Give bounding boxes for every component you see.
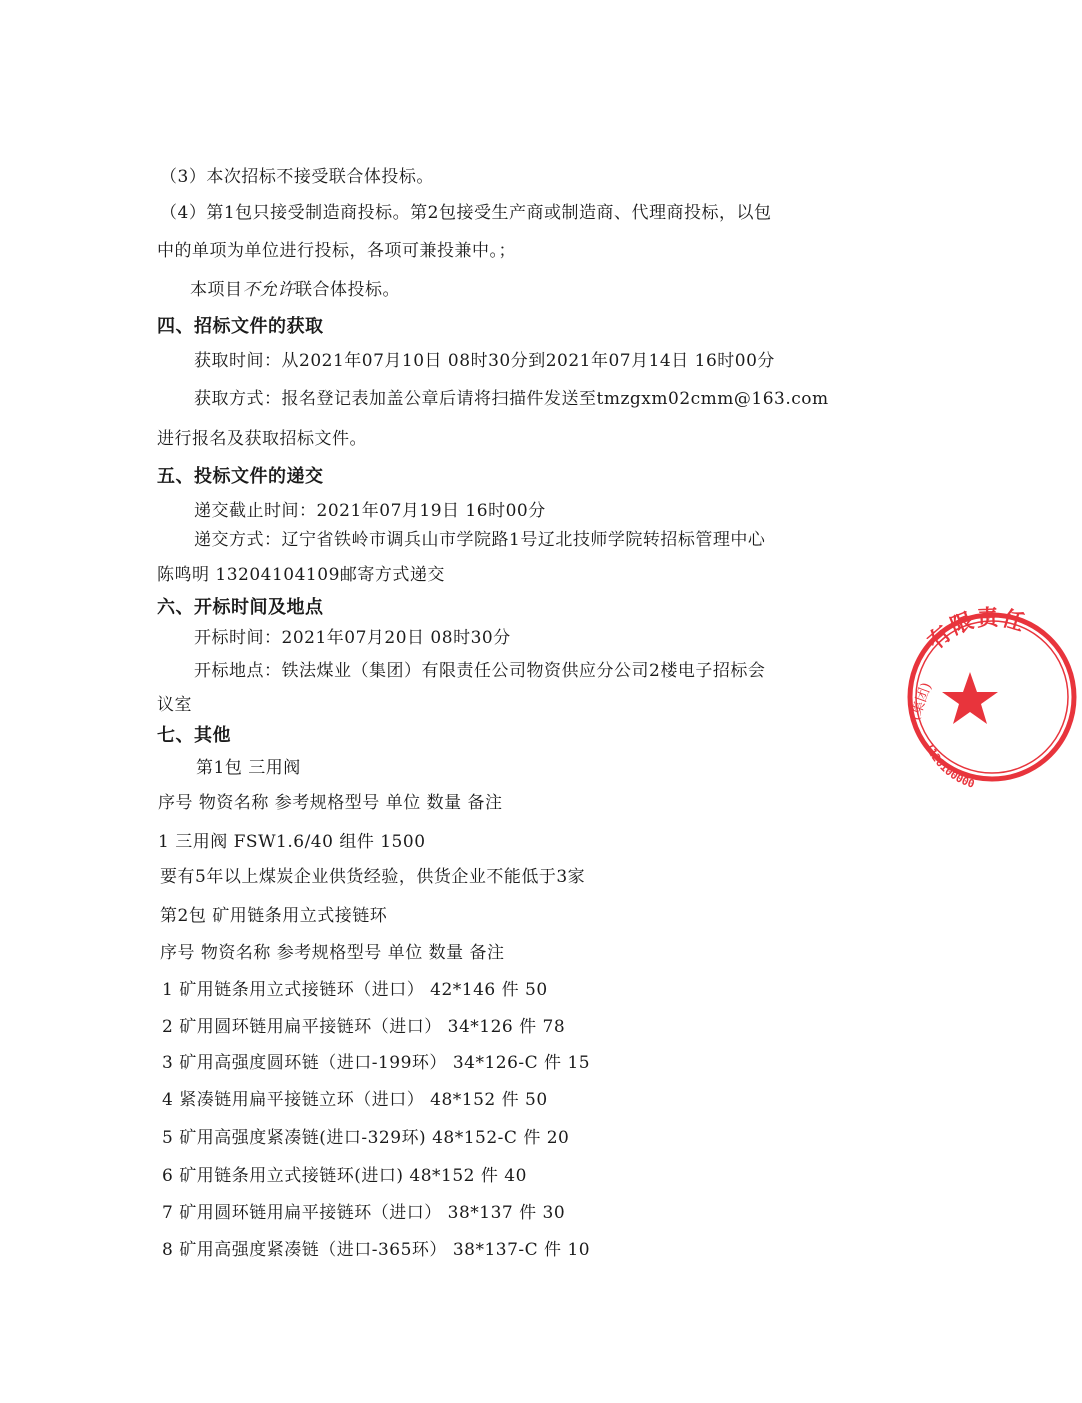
line-04-c: 联合体投标。 bbox=[295, 280, 400, 300]
package-2-header: 序号 物资名称 参考规格型号 单位 数量 备注 bbox=[160, 943, 505, 963]
company-seal-stamp bbox=[902, 602, 1082, 792]
package-2-row: 8 矿用高强度紧凑链（进口-365环） 38*137-C 件 10 bbox=[162, 1240, 591, 1260]
svg-text:有限责任 bbox=[923, 605, 1030, 655]
package-2-row: 6 矿用链条用立式接链环(进口) 48*152 件 40 bbox=[162, 1166, 527, 1186]
package-2-row: 7 矿用圆环链用扁平接链环（进口） 38*137 件 30 bbox=[162, 1203, 566, 1223]
heading-section-7: 七、其他 bbox=[157, 725, 231, 746]
line-04-a: 本项目 bbox=[190, 280, 243, 300]
line-03: 中的单项为单位进行投标，各项可兼投兼中。； bbox=[157, 241, 516, 261]
package-1-title: 第1包 三用阀 bbox=[196, 758, 301, 778]
package-2-title: 第2包 矿用链条用立式接链环 bbox=[160, 906, 388, 926]
line-02: （4）第1包只接受制造商投标。第2包接受生产商或制造商、代理商投标，以包 bbox=[160, 203, 772, 223]
package-2-row: 3 矿用高强度圆环链（进口-199环） 34*126-C 件 15 bbox=[162, 1053, 591, 1073]
seal-arc-text: 有限责任 bbox=[922, 604, 1030, 655]
package-2-row: 5 矿用高强度紧凑链(进口-329环) 48*152-C 件 20 bbox=[162, 1128, 570, 1148]
seal-number: 1126100000 bbox=[922, 741, 977, 791]
seal-left-text: (集团) bbox=[906, 680, 936, 723]
line-08: 递交截止时间：2021年07月19日 16时00分 bbox=[194, 501, 546, 521]
line-01: （3）本次招标不接受联合体投标。 bbox=[160, 167, 434, 187]
line-11: 开标时间：2021年07月20日 08时30分 bbox=[194, 628, 511, 648]
package-1-row-1: 1 三用阀 FSW1.6/40 组件 1500 bbox=[158, 832, 426, 852]
line-05: 获取时间：从2021年07月10日 08时30分到2021年07月14日 16时00分 bbox=[194, 351, 775, 371]
heading-section-5: 五、投标文件的递交 bbox=[157, 466, 324, 487]
svg-text:1126100000 bbox=[922, 741, 976, 791]
package-2-row: 1 矿用链条用立式接链环（进口） 42*146 件 50 bbox=[162, 980, 548, 1000]
package-2-row: 2 矿用圆环链用扁平接链环（进口） 34*126 件 78 bbox=[162, 1017, 566, 1037]
line-04 bbox=[190, 279, 400, 301]
package-1-header: 序号 物资名称 参考规格型号 单位 数量 备注 bbox=[158, 793, 503, 813]
line-07: 进行报名及获取招标文件。 bbox=[157, 429, 367, 449]
line-04-b: 不允许 bbox=[242, 280, 295, 300]
line-10: 陈鸣明 13204104109邮寄方式递交 bbox=[157, 565, 445, 585]
line-09: 递交方式：辽宁省铁岭市调兵山市学院路1号辽北技师学院转招标管理中心 bbox=[194, 530, 766, 550]
heading-section-4: 四、招标文件的获取 bbox=[157, 316, 324, 337]
package-2-row: 4 紧凑链用扁平接链立环（进口） 48*152 件 50 bbox=[162, 1090, 548, 1110]
package-1-note: 要有5年以上煤炭企业供货经验，供货企业不能低于3家 bbox=[160, 867, 586, 887]
heading-section-6: 六、开标时间及地点 bbox=[157, 597, 324, 618]
line-06: 获取方式：报名登记表加盖公章后请将扫描件发送至tmzgxm02cmm@163.com bbox=[194, 389, 829, 409]
line-13: 议室 bbox=[157, 695, 192, 715]
line-12: 开标地点：铁法煤业（集团）有限责任公司物资供应分公司2楼电子招标会 bbox=[194, 661, 766, 681]
